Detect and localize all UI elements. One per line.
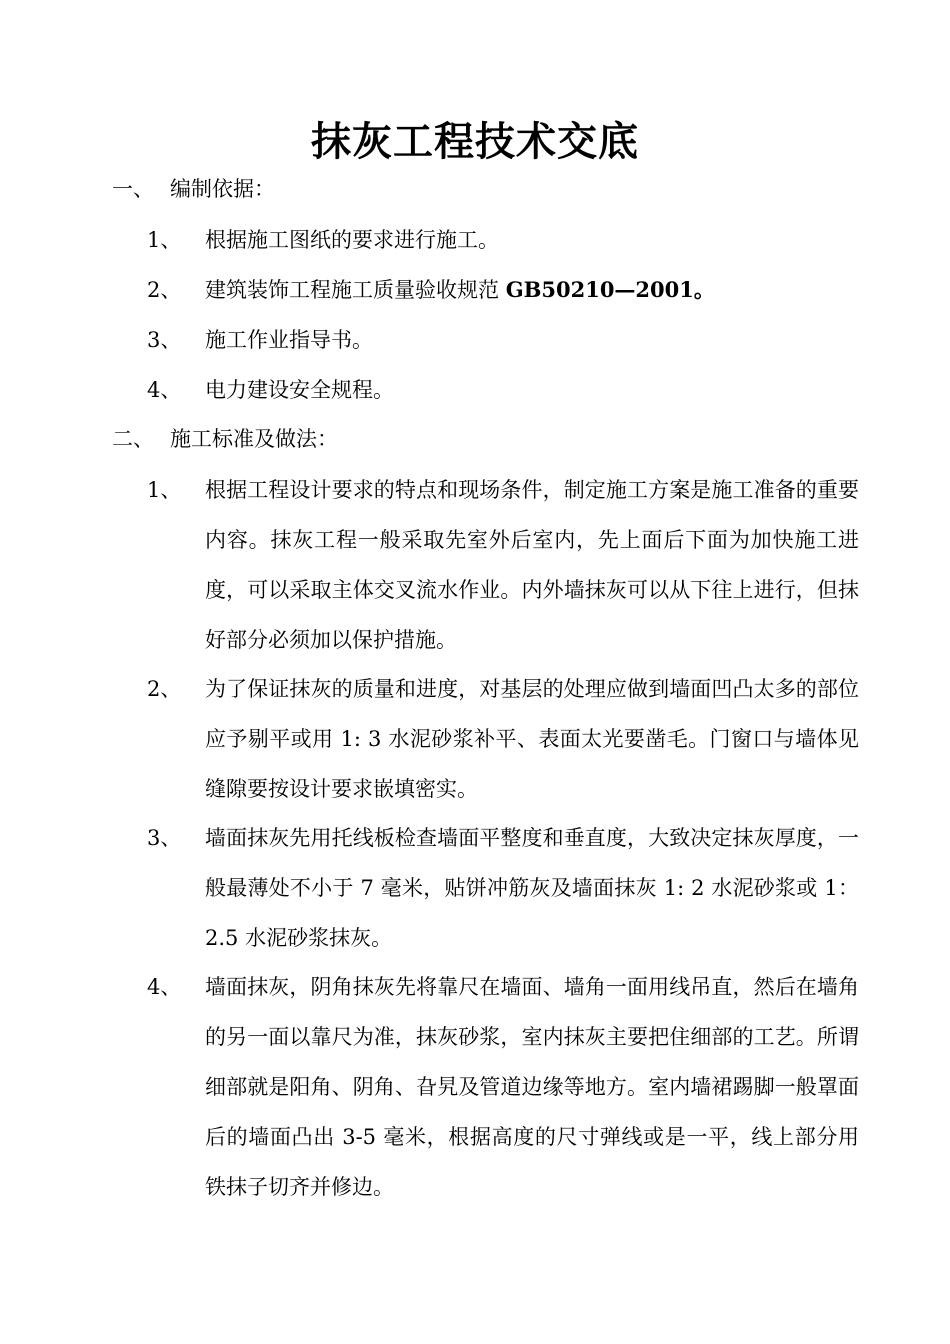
section-2-label: 施工标准及做法： — [170, 427, 338, 451]
section-2-item-1 — [147, 465, 859, 665]
item-number: 2、 — [147, 677, 182, 701]
section-1-item-1 — [147, 215, 859, 265]
item-number: 3、 — [147, 328, 182, 352]
item-number: 1、 — [147, 478, 182, 502]
item-text: 施工作业指导书。 — [205, 328, 373, 352]
item-text: 根据施工图纸的要求进行施工。 — [205, 228, 499, 252]
section-1-item-2 — [147, 265, 859, 315]
section-1-item-4 — [147, 365, 859, 415]
item-text: 建筑装饰工程施工质量验收规范 — [205, 278, 499, 302]
section-2-item-3 — [147, 813, 859, 963]
section-2-number: 二、 — [112, 427, 154, 451]
standard-code: GB50210—2001。 — [505, 277, 715, 302]
section-2-item-2 — [147, 664, 859, 814]
item-text: 电力建设安全规程。 — [205, 378, 394, 402]
section-2-heading — [112, 424, 338, 454]
item-number: 1、 — [147, 228, 182, 252]
item-number: 2、 — [147, 278, 182, 302]
section-1-item-3 — [147, 315, 859, 365]
section-1-label: 编制依据： — [170, 177, 275, 201]
item-text: 墙面抹灰先用托线板检查墙面平整度和垂直度，大致决定抹灰厚度，一般最薄处不小于 7 毫米，贴饼冲筋灰及墙面抹灰 1: 2 水泥砂浆或 1：2.5 水泥砂浆抹灰。 — [205, 826, 859, 950]
item-text-container — [205, 265, 859, 315]
item-text: 根据工程设计要求的特点和现场条件，制定施工方案是施工准备的重要内容。抹灰工程一般采取先室外后室内，先上面后下面为加快施工进度，可以采取主体交叉流水作业。内外墙抹灰可以从下往上进行，但抹好部分必须加以保护措施。 — [205, 478, 859, 652]
section-1-heading — [112, 174, 275, 204]
item-number: 4、 — [147, 975, 182, 999]
section-1-number: 一、 — [112, 177, 154, 201]
section-2-item-4 — [147, 962, 859, 1212]
item-text: 墙面抹灰，阴角抹灰先将靠尺在墙面、墙角一面用线吊直，然后在墙角的另一面以靠尺为准，抹灰砂浆，室内抹灰主要把住细部的工艺。所谓细部就是阳角、阴角、旮旯及管道边缘等地方。室内墙裙踢脚一般罩面后的墙面凸出 3-5 毫米，根据高度的尺寸弹线或是一平，线上部分用铁抹子切齐并修边。 — [205, 975, 859, 1199]
item-number: 3、 — [147, 826, 182, 850]
item-text: 为了保证抹灰的质量和进度，对基层的处理应做到墙面凹凸太多的部位应予剔平或用 1: 3 水泥砂浆补平、表面太光要凿毛。门窗口与墙体见缝隙要按设计要求嵌填密实。 — [205, 677, 859, 801]
document-title: 抹灰工程技术交底 — [311, 118, 639, 165]
item-number: 4、 — [147, 378, 182, 402]
